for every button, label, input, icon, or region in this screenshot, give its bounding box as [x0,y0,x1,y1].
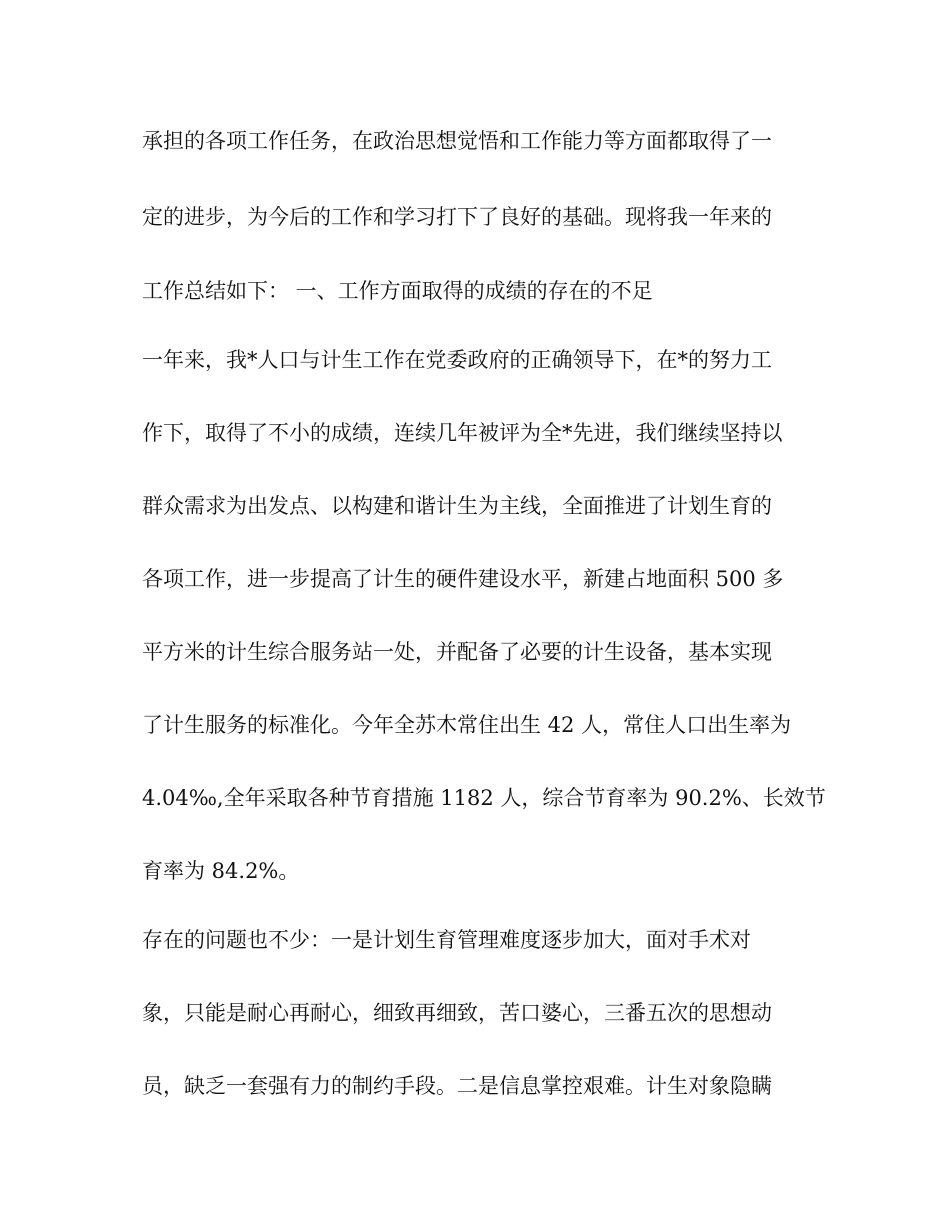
text-line: 作下，取得了不小的成绩，连续几年被评为全*先进，我们继续坚持以 [142,421,783,445]
text-line: 群众需求为出发点、以构建和谐计生为主线，全面推进了计划生育的 [142,494,772,518]
text-line: 员，缺乏一套强有力的制约手段。二是信息掌控艰难。计生对象隐瞒 [142,1074,772,1098]
text-line: 了计生服务的标准化。今年全苏木常住出生 42 人，常住人口出生率为 [142,713,792,737]
text-line: 一年来，我*人口与计生工作在党委政府的正确领导下，在*的努力工 [142,348,772,372]
text-line: 工作总结如下： 一、工作方面取得的成绩的存在的不足 [142,279,653,303]
text-line: 承担的各项工作任务，在政治思想觉悟和工作能力等方面都取得了一 [142,129,772,153]
text-line: 各项工作，进一步提高了计生的硬件建设水平，新建占地面积 500 多 [142,567,784,591]
text-line: 定的进步，为今后的工作和学习打下了良好的基础。现将我一年来的 [142,205,772,229]
text-line: 4.04‰,全年采取各种节育措施 1182 人，综合节育率为 90.2%、长效节 [142,786,826,810]
text-line: 存在的问题也不少：一是计划生育管理难度逐步加大，面对手术对 [142,928,751,952]
text-line: 象，只能是耐心再耐心，细致再细致，苦口婆心，三番五次的思想动 [142,1001,772,1025]
text-line: 平方米的计生综合服务站一处，并配备了必要的计生设备，基本实现 [142,640,772,664]
text-line: 育率为 84.2%。 [142,859,300,883]
